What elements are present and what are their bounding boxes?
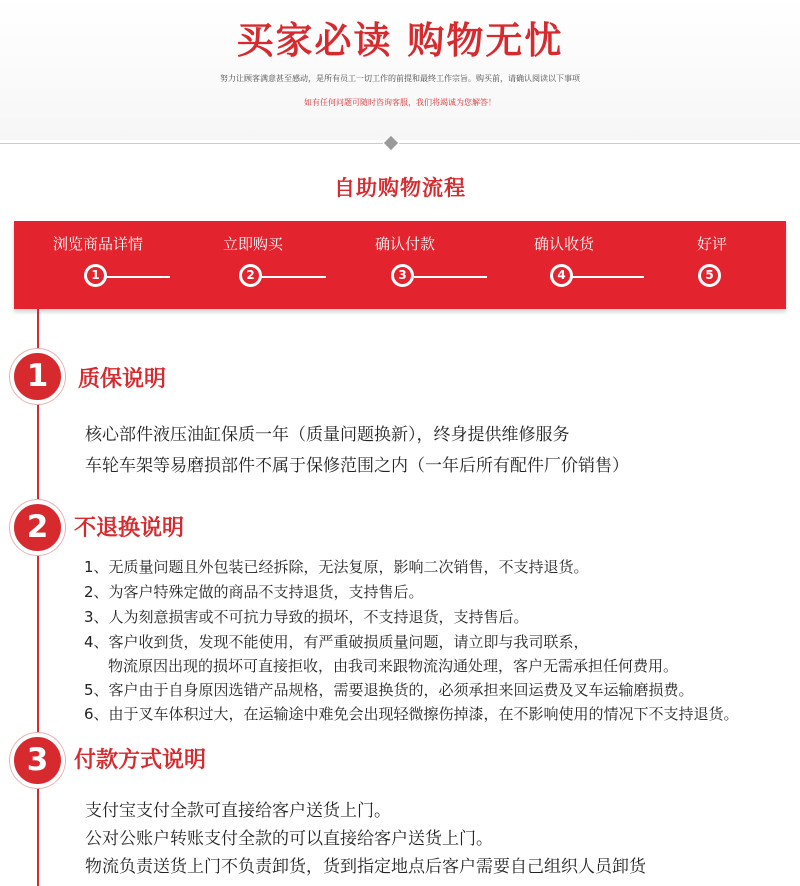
step-number-icon: 2 — [239, 264, 262, 287]
no-return-item: 1、无质量问题且外包装已经拆除，无法复原，影响二次销售，不支持退货。 — [84, 558, 589, 576]
section-number-badge: 1 — [10, 349, 65, 404]
section-title-warranty: 质保说明 — [78, 367, 167, 392]
step-number-icon: 4 — [550, 264, 573, 287]
no-return-item: 6、由于叉车体积过大，在运输途中难免会出现轻微擦伤掉漆，在不影响使用的情况下不支持退货。 — [84, 705, 739, 723]
payment-text: 支付宝支付全款可直接给客户送货上门。 — [85, 801, 391, 821]
step-number-icon: 3 — [391, 264, 414, 287]
flow-step-receive — [494, 233, 634, 282]
flow-title: 自助购物流程 — [334, 176, 466, 200]
page-title: 买家必读 购物无忧 — [236, 19, 564, 62]
flow-connector — [414, 276, 487, 278]
no-return-item: 4、客户收到货，发现不能使用，有严重破损质量问题，请立即与我司联系， — [84, 633, 589, 651]
intro-text: 努力让顾客满意甚至感动，是所有员工一切工作的前提和最终工作宗旨。购买前，请确认阅读以下事项 — [220, 74, 580, 83]
flow-step-review — [642, 233, 782, 282]
flow-step-buy — [183, 233, 323, 282]
warranty-text: 车轮车架等易磨损部件不属于保修范围之内（一年后所有配件厂价销售） — [85, 456, 629, 476]
shopping-flow-bar — [14, 221, 786, 309]
no-return-item: 物流原因出现的损坏可直接拒收，由我司来跟物流沟通处理，客户无需承担任何费用。 — [108, 657, 679, 675]
flow-step-label: 确认付款 — [374, 235, 435, 253]
divider-right — [399, 143, 800, 144]
warranty-text: 核心部件液压油缸保质一年（质量问题换新），终身提供维修服务 — [85, 425, 570, 445]
flow-step-label: 好评 — [696, 235, 727, 253]
flow-step-pay — [335, 233, 475, 282]
section-number-badge: 2 — [10, 500, 65, 555]
no-return-item: 5、客户由于自身原因选错产品规格，需要退换货的，必须承担来回运费及叉车运输磨损费。 — [84, 681, 694, 699]
no-return-item: 3、人为刻意损害或不可抗力导致的损坏，不支持退货，支持售后。 — [84, 608, 529, 626]
section-number-badge: 3 — [10, 733, 65, 788]
divider-left — [0, 143, 383, 144]
flow-step-browse — [28, 233, 168, 282]
payment-text: 公对公账户转账支付全款的可以直接给客户送货上门。 — [85, 829, 493, 849]
payment-text: 物流负责送货上门不负责卸货，货到指定地点后客户需要自己组织人员卸货 — [85, 857, 646, 877]
section-title-no-return: 不退换说明 — [74, 516, 185, 541]
section-title-payment: 付款方式说明 — [74, 748, 207, 773]
no-return-item: 2、为客户特殊定做的商品不支持退货，支持售后。 — [84, 583, 424, 601]
flow-step-label: 立即购买 — [222, 235, 283, 253]
intro-contact-text: 如有任何问题可随时咨询客服，我们将竭诚为您解答！ — [304, 98, 496, 107]
flow-step-label: 浏览商品详情 — [52, 235, 143, 253]
flow-connector — [571, 276, 644, 278]
header — [0, 0, 800, 140]
step-number-icon: 1 — [84, 264, 107, 287]
flow-step-label: 确认收货 — [533, 235, 594, 253]
flow-connector — [97, 276, 170, 278]
step-number-icon: 5 — [698, 264, 721, 287]
flow-connector — [254, 276, 326, 278]
